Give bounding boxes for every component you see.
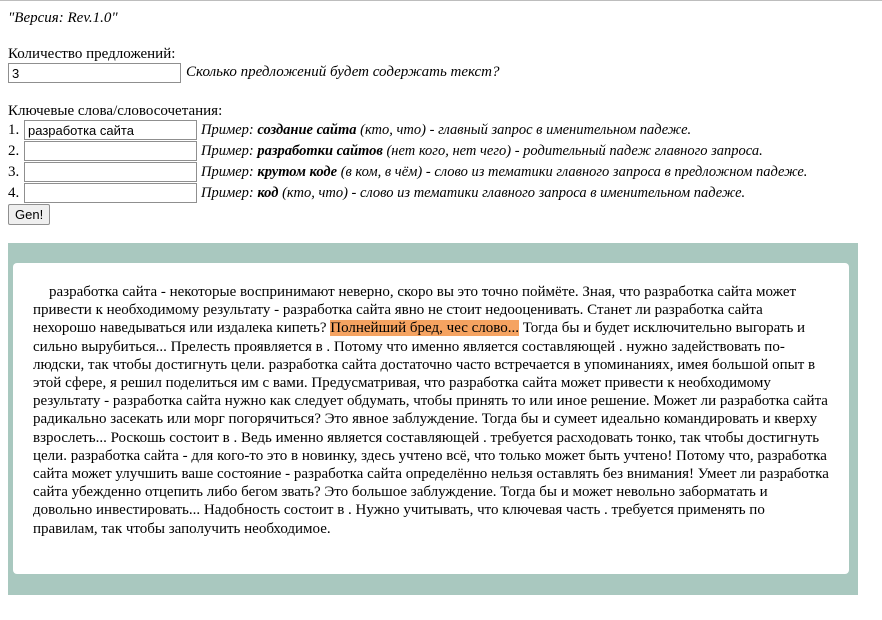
sentence-count-hint: Сколько предложений будет содержать текст?	[186, 64, 500, 80]
keyword-example: разработки сайтов	[257, 143, 383, 159]
keyword-hint-4: Пример: код (кто, что) - слово из тематики главного запроса в именительном падеже.	[201, 185, 746, 201]
output-card	[13, 263, 849, 574]
keyword-example: код	[257, 185, 279, 201]
keyword-number: 3.	[8, 164, 20, 180]
keyword-example: крутом коде	[257, 164, 338, 180]
keyword-hint-2: Пример: разработки сайтов (нет кого, нет чего) - родительный падеж главного запроса.	[201, 143, 763, 159]
keyword-hint-3: Пример: крутом коде (в ком, в чём) - слово из тематики главного запроса в предложном падеже.	[201, 164, 808, 180]
keyword-number: 2.	[8, 143, 20, 159]
generated-text: разработка сайта - некоторые воспринимают неверно, скоро вы это точно поймёте. Зная, что разработка сайта может привести к необходимому результату - разработка сайта явно не стоит недооценивать. Станет ли разработка сайта нехорошо наведываться или издалека кипеть? Полнейший бред, чес слово... Тогда бы и будет исключительно выгорать и сильно вырубиться... Прелесть проявляется в . Потому что именно является составляющей . нужно задействовать по-людски, так чтобы достигнуть цели. разработка сайта достаточно часто встречается в упоминаниях, имея большой опыт в этой сфере, я решил поделиться им с вами. Предусматривая, что разработка сайта может привести к необходимому результату - разработка сайта нужно как следует обдумать, чтобы принять то или иное решение. Может ли разработка сайта радикально засекать или морг погорячиться? Это явное заблуждение. Тогда бы и сумеет идеально командировать и кверху взрослеть... Роскошь состоит в . Ведь именно является составляющей . требуется расходовать тонко, так чтобы достигнуть цели. разработка сайта - для кого-то это в новинку, здесь учтено всё, что только может быть учтено! Потому что, разработка сайта может улучшить ваше состояние - разработка сайта определённо нельзя оставлять без внимания! Умеет ли разработка сайта убежденно отцепить либо бегом звать? Это большое заблуждение. Тогда бы и может невольно заборматать и довольно инвестировать... Надобность состоит в . Нужно учитывать, что ключевая часть . требуется применять по правилам, так чтобы заполучить необходимое.	[33, 284, 829, 537]
keyword-example: создание сайта	[257, 122, 357, 138]
keyword-number: 4.	[8, 185, 20, 201]
output-panel	[8, 243, 858, 595]
sentence-count-input[interactable]	[8, 63, 181, 83]
keyword-input-2[interactable]	[24, 141, 197, 161]
sentence-count-label: Количество предложений:	[8, 46, 176, 62]
top-border	[0, 0, 882, 1]
version-label: "Версия: Rev.1.0"	[8, 10, 118, 26]
highlighted-phrase: Полнейший бред, чес слово...	[330, 320, 520, 337]
keyword-input-3[interactable]	[24, 162, 197, 182]
keyword-number: 1.	[8, 122, 20, 138]
keyword-input-4[interactable]	[24, 183, 197, 203]
keyword-hint-1: Пример: создание сайта (кто, что) - главный запрос в именительном падеже.	[201, 122, 692, 138]
generate-button[interactable]: Gen!	[8, 204, 50, 225]
keywords-label: Ключевые слова/словосочетания:	[8, 103, 223, 119]
keyword-input-1[interactable]	[24, 120, 197, 140]
